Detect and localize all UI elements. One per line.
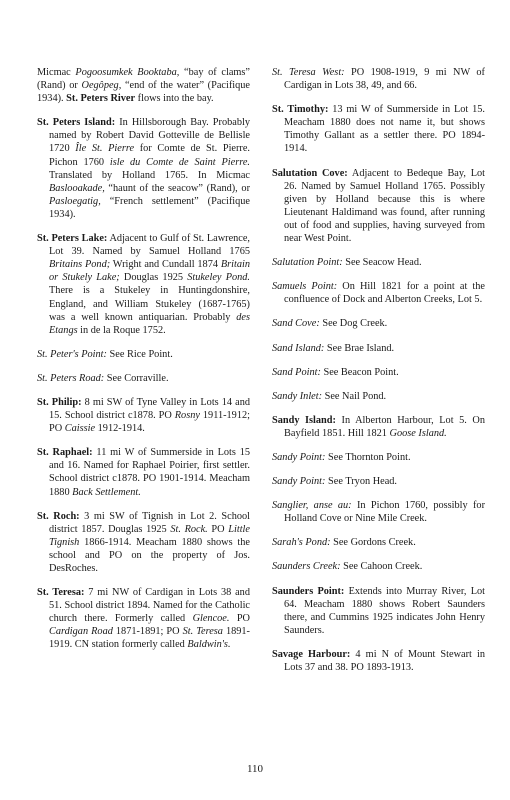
entry-text: In Pichon 1760, possibly for Holland Cove or Nine Mile Creek. <box>284 500 485 525</box>
entry-text: Goose Island. <box>389 427 447 439</box>
entry-text: See Beacon Point. <box>320 366 399 378</box>
entry-text: Britains Pond; <box>49 259 111 271</box>
gazetteer-entry <box>37 396 250 435</box>
entry-text: 8 mi SW of Tyne Valley in Lots 14 and 15. School district c1878. PO <box>49 396 250 422</box>
entry-text: In Hillsborough Bay. Probably named by Robert David Gotteville de Bellisle 1720 <box>49 117 250 155</box>
right-column <box>272 66 485 685</box>
entry-text: 1871-1891; PO <box>112 626 183 638</box>
entry-text: Extends into Murray River, Lot 64. Meacham 1880 shows Robert Saunders there, and Cummins 1925 indicates John Henry Saunders. <box>284 585 485 636</box>
entry-text: See Tryon Head. <box>325 476 397 488</box>
entry-headword: Savage Harbour: <box>272 648 351 660</box>
entry-text: Douglas 1925 <box>119 272 188 284</box>
entry-text: There is a Stukeley in Huntingdonshire, England, and William Stukeley (1687-1765) was a well known antiquarian. Probably <box>49 285 250 323</box>
entry-text: Back Settlement. <box>72 486 141 498</box>
entry-text: See Gordons Creek. <box>330 537 416 549</box>
entry-text: St. Rock. <box>170 523 208 535</box>
gazetteer-entry <box>272 317 485 330</box>
gazetteer-entry <box>37 510 250 575</box>
entry-text: See Dog Creek. <box>319 318 388 330</box>
entry-headword: Sandy Point: <box>272 476 326 488</box>
entry-text: 1866-1914. Meacham 1880 shows the school and PO on the property of Jos. DesRoches. <box>49 536 250 574</box>
gazetteer-entry <box>272 366 485 379</box>
entry-text: See Seacow Head. <box>342 257 422 269</box>
page-number: 110 <box>246 763 264 775</box>
entry-headword: St. Raphael: <box>37 447 93 459</box>
entry-text: flows into the bay. <box>135 93 214 105</box>
gazetteer-entry <box>272 167 485 246</box>
entry-headword: St. Peters Road: <box>37 372 105 384</box>
entry-text: Rosny <box>174 410 200 422</box>
gazetteer-entry <box>272 390 485 403</box>
entry-text: Île St. Pierre <box>75 143 135 155</box>
entry-headword: Saunders Creek: <box>272 561 341 573</box>
entry-text: 11 mi W of Summerside in Lots 15 and 16. Named for Raphael Poirier, first settler. School district c1878. PO 1901-1914. Meacham 1880 <box>49 447 250 498</box>
entry-headword: Sandy Point: <box>272 451 326 463</box>
gazetteer-entry <box>37 446 250 498</box>
entry-headword: St. Peters Lake: <box>37 233 108 245</box>
entry-headword: Sand Point: <box>272 366 321 378</box>
entry-headword: St. Timothy: <box>272 104 329 116</box>
entry-text: PO <box>207 523 229 535</box>
entry-headword: St. Teresa West: <box>272 67 345 78</box>
gazetteer-entry <box>272 256 485 269</box>
entry-text: Micmac <box>37 67 76 78</box>
gazetteer-entry <box>272 648 485 674</box>
entry-text: Caissie <box>64 423 96 435</box>
entry-text: PO 1908-1919, 9 mi NW of Cardigan in Lots 38, 49, and 66. <box>284 67 485 92</box>
gazetteer-entry <box>272 414 485 440</box>
entry-text: des Etangs <box>49 311 250 336</box>
entry-text: 7 mi NW of Cardigan in Lots 38 and 51. School district 1894. Named for the Catholic church there. Formerly called <box>49 587 250 625</box>
entry-headword: St. Teresa: <box>37 587 85 599</box>
entry-text: Britain or Stukely Lake; <box>49 259 250 284</box>
entry-text: Translated by Holland 1765. In Micmac <box>49 169 250 181</box>
entry-text: Little Tignish <box>49 523 250 548</box>
entry-text: See Nail Pond. <box>322 390 387 402</box>
entry-text: Baldwin's. <box>187 639 231 651</box>
entry-text: On Hill 1821 for a point at the confluence of Dock and Alberton Creeks, Lot 5. <box>284 281 485 306</box>
entry-text: Baslooakade, <box>49 182 105 194</box>
entry-headword: Sand Cove: <box>272 318 320 330</box>
entry-text: 13 mi W of Summerside in Lot 15. Meacham 1880 does not name it, but shows Timothy Gallant as a settler there. PO 1894-1914. <box>284 104 485 155</box>
entry-text: Stukeley Pond. <box>187 272 251 284</box>
entry-text: “French settlement” (Pacifique 1934). <box>49 195 250 220</box>
entry-text: Glencoe. <box>192 613 230 625</box>
entry-text: See Corraville. <box>104 372 169 384</box>
entry-headword: Salutation Cove: <box>272 167 348 179</box>
entry-text: See Thornton Point. <box>325 451 411 463</box>
entry-text: St. Teresa <box>182 626 223 638</box>
entry-text: Adjacent to Gulf of St. Lawrence, Lot 39. Named by Samuel Holland 1765 <box>49 233 250 258</box>
entry-headword: St. Roch: <box>37 510 80 522</box>
gazetteer-entry <box>37 116 250 221</box>
entry-text: Pasloegatig, <box>49 195 101 207</box>
entry-text: 4 mi N of Mount Stewart in Lots 37 and 38. PO 1893-1913. <box>284 648 485 673</box>
gazetteer-entry <box>272 342 485 355</box>
entry-text: isle du Comte de Saint Pierre. <box>109 156 250 168</box>
entry-headword: Samuels Point: <box>272 281 338 293</box>
entry-text: 3 mi SW of Tignish in Lot 2. School district 1857. Douglas 1925 <box>49 510 250 535</box>
entry-headword: St. Philip: <box>37 396 82 408</box>
gazetteer-entry <box>272 103 485 155</box>
entry-text: in de la Roque 1752. <box>77 324 166 336</box>
gazetteer-entry <box>272 499 485 525</box>
entry-text: 1891-1919. CN station formerly called <box>49 626 250 651</box>
entry-text: 1912-1914. <box>95 423 145 435</box>
entry-text: See Cahoon Creek. <box>340 561 423 573</box>
entry-text: Oegôpeg, <box>81 80 122 92</box>
entry-text: Cardigan Road <box>49 626 113 638</box>
entry-text: for Comte de St. Pierre. Pichon 1760 <box>49 143 251 168</box>
gazetteer-entry <box>37 348 250 361</box>
gazetteer-entry <box>37 586 250 651</box>
entry-text: PO <box>229 613 250 625</box>
gazetteer-entry <box>272 280 485 306</box>
entry-headword: Sandy Island: <box>272 414 336 426</box>
entry-headword: Salutation Point: <box>272 257 343 269</box>
gazetteer-entry <box>272 585 485 637</box>
entry-headword: Sanglier, anse au: <box>272 500 352 512</box>
entry-text: St. Peters River <box>66 93 136 105</box>
entry-headword: Sandy Inlet: <box>272 390 323 402</box>
entry-text: Adjacent to Bedeque Bay, Lot 26. Named by Samuel Holland 1765. Possibly given by Holland because this is where Lieutenant Haldimand was found, after running out of food and supplies, having surveyed from near West Point. <box>284 167 486 245</box>
entry-headword: Sarah's Pond: <box>272 537 331 549</box>
entry-text: “bay of clams” (Rand) or <box>37 67 250 92</box>
entry-text: See Brae Island. <box>324 342 395 354</box>
left-column <box>37 66 250 663</box>
entry-headword: St. Peters Island: <box>37 117 116 129</box>
gazetteer-entry <box>272 66 485 92</box>
entry-text: “haunt of the seacow” (Rand), or <box>104 182 250 194</box>
gazetteer-entry <box>37 372 250 385</box>
gazetteer-entry <box>272 451 485 464</box>
entry-headword: Sand Island: <box>272 342 325 354</box>
gazetteer-entry <box>37 232 250 337</box>
entry-text: In Alberton Harbour, Lot 5. On Bayfield 1851. Hill 1821 <box>284 414 485 439</box>
entry-text: Pogoosumkek Booktaba, <box>75 67 180 78</box>
gazetteer-entry <box>272 536 485 549</box>
gazetteer-entry <box>272 560 485 573</box>
entry-headword: Saunders Point: <box>272 585 345 597</box>
entry-text: Wright and Cundall 1874 <box>110 259 221 271</box>
entry-continuation <box>37 66 250 105</box>
entry-headword: St. Peter's Point: <box>37 348 107 360</box>
entry-text: “end of the water” (Pacifique 1934). <box>37 80 250 105</box>
entry-text: See Rice Point. <box>106 348 173 360</box>
gazetteer-entry <box>272 475 485 488</box>
entry-text: 1911-1912; PO <box>49 410 250 435</box>
